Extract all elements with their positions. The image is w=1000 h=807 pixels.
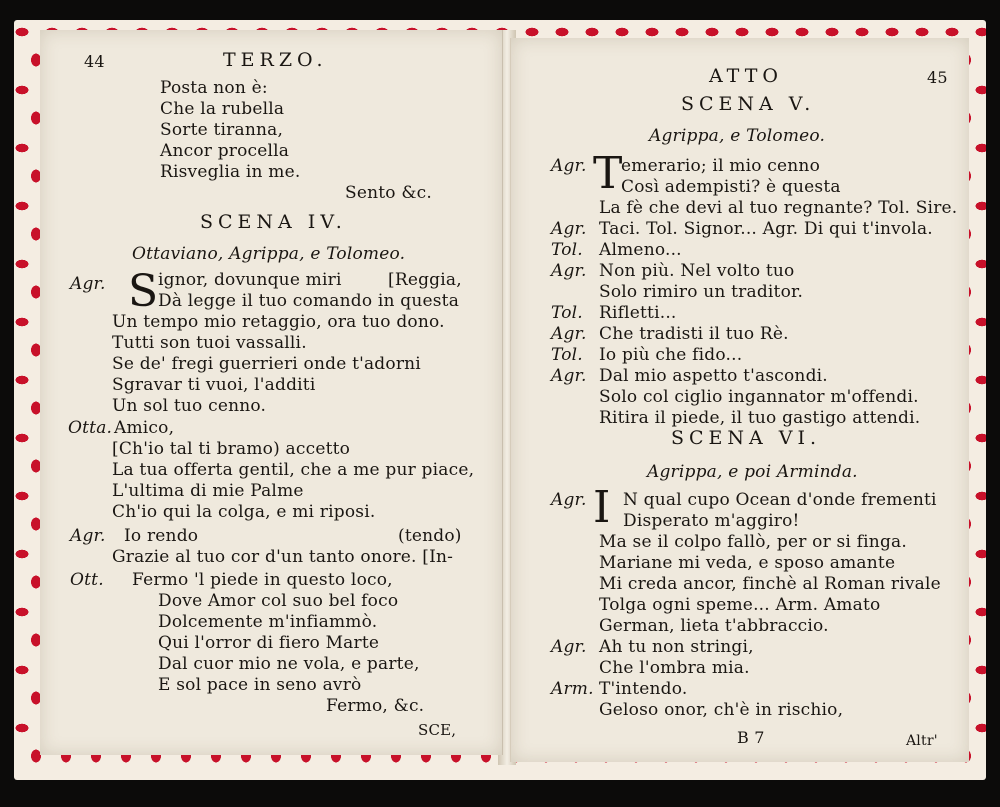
verse-line: Mariane mi veda, e sposo amante [599,553,896,573]
drop-initial: T [593,148,623,199]
verse-line: Disperato m'aggiro! [623,511,800,531]
cue: Sento &c. [345,183,432,203]
verse-line: Dal mio aspetto t'ascondi. [599,366,828,386]
verse-line: Qui l'orror di fiero Marte [158,633,380,653]
scene-title: SCENA IV. [200,211,347,233]
verse-line: Solo col ciglio ingannator m'offendi. [599,387,919,407]
speaker: Agr. [70,274,106,294]
running-head: ATTO [709,65,783,87]
verse-line: Ritira il piede, il tuo gastigo attendi. [599,408,921,428]
verse-line: Ah tu non stringi, [599,637,754,657]
verse-line: Fermo 'l piede in questo loco, [132,570,393,590]
verse-line: Taci. Tol. Signor... Agr. Di qui t'invola. [599,219,933,239]
running-head: TERZO. [223,49,328,71]
verse-line: N qual cupo Ocean d'onde frementi [623,490,937,510]
verse-line: Un sol tuo cenno. [112,396,267,416]
speaker: Agr. [70,526,106,546]
verse-line: Dove Amor col suo bel foco [158,591,399,611]
scene-cast: Agrippa, e Tolomeo. [649,126,826,146]
speaker: Agr. [551,637,587,657]
verse-line: Tutti son tuoi vassalli. [112,333,307,353]
verse-line: La tua offerta gentil, che a me pur piace, [112,460,475,480]
verse-line: [Reggia, [388,270,462,290]
verse-line: La fè che devi al tuo regnante? Tol. Sire. [599,198,958,218]
scene-title: SCENA VI. [671,427,822,449]
verse-line: German, lieta t'abbraccio. [599,616,829,636]
verse-line: Tolga ogni speme... Arm. Amato [599,595,881,615]
speaker: Agr. [551,156,587,176]
verse-line: Dolcemente m'infiammò. [158,612,378,632]
verse-line: Dà legge il tuo comando in questa [158,291,460,311]
speaker: Arm. [551,679,594,699]
verse-line: Mi creda ancor, finchè al Roman rivale [599,574,941,594]
verse-line: [Ch'io tal ti bramo) accetto [112,439,351,459]
speaker: Agr. [551,261,587,281]
verse-line: Geloso onor, ch'è in rischio, [599,700,844,720]
verse-line: L'ultima di mie Palme [112,481,304,501]
signature-mark: B 7 [737,728,765,747]
verse-line: Un tempo mio retaggio, ora tuo dono. [112,312,445,332]
verse-line: Almeno... [599,240,682,260]
verse-line: Così adempisti? è questa [621,177,841,197]
scene-title: SCENA V. [681,93,816,115]
speaker: Tol. [551,303,583,323]
verse-line: Rifletti... [599,303,677,323]
verse-line: Posta non è: [160,78,268,98]
verse-line: Che tradisti il tuo Rè. [599,324,789,344]
scene-cast: Ottaviano, Agrippa, e Tolomeo. [132,244,406,264]
speaker: Agr. [551,490,587,510]
drop-initial: S [128,266,159,317]
speaker: Agr. [551,219,587,239]
speaker: Otta. [68,418,113,438]
verse-line: Amico, [114,418,175,438]
verse-line: Se de' fregi guerrieri onde t'adorni [112,354,421,374]
verse-line: Dal cuor mio ne vola, e parte, [158,654,420,674]
verse-line: Risveglia in me. [160,162,301,182]
verse-line: Ch'io qui la colga, e mi riposi. [112,502,376,522]
verse-line: ignor, dovunque miri [158,270,342,290]
speaker: Agr. [551,366,587,386]
verse-line: Io rendo [124,526,199,546]
speaker: Tol. [551,345,583,365]
scene-cast: Agrippa, e poi Arminda. [647,462,858,482]
verse-line: Ma se il colpo fallò, per or si finga. [599,532,907,552]
verse-line: Io più che fido... [599,345,743,365]
verse-line: T'intendo. [599,679,688,699]
page-number: 44 [84,52,105,71]
catchword: SCE, [418,721,457,739]
verse-line: Ancor procella [160,141,290,161]
speaker: Agr. [551,324,587,344]
verse-line: Grazie al tuo cor d'un tanto onore. [In- [112,547,454,567]
page-number: 45 [927,68,948,87]
right-page [510,38,969,762]
cue: Fermo, &c. [326,696,425,716]
left-page [40,30,503,755]
speaker: Ott. [70,570,104,590]
drop-initial: I [593,482,611,533]
verse-line: E sol pace in seno avrò [158,675,362,695]
speaker: Tol. [551,240,583,260]
catchword: Altr' [906,733,938,749]
verse-line: (tendo) [398,526,462,546]
verse-line: Sgravar ti vuoi, l'additi [112,375,316,395]
verse-line: Sorte tiranna, [160,120,284,140]
verse-line: Che l'ombra mia. [599,658,750,678]
verse-line: emerario; il mio cenno [621,156,821,176]
verse-line: Solo rimiro un traditor. [599,282,804,302]
verse-line: Che la rubella [160,99,285,119]
verse-line: Non più. Nel volto tuo [599,261,795,281]
